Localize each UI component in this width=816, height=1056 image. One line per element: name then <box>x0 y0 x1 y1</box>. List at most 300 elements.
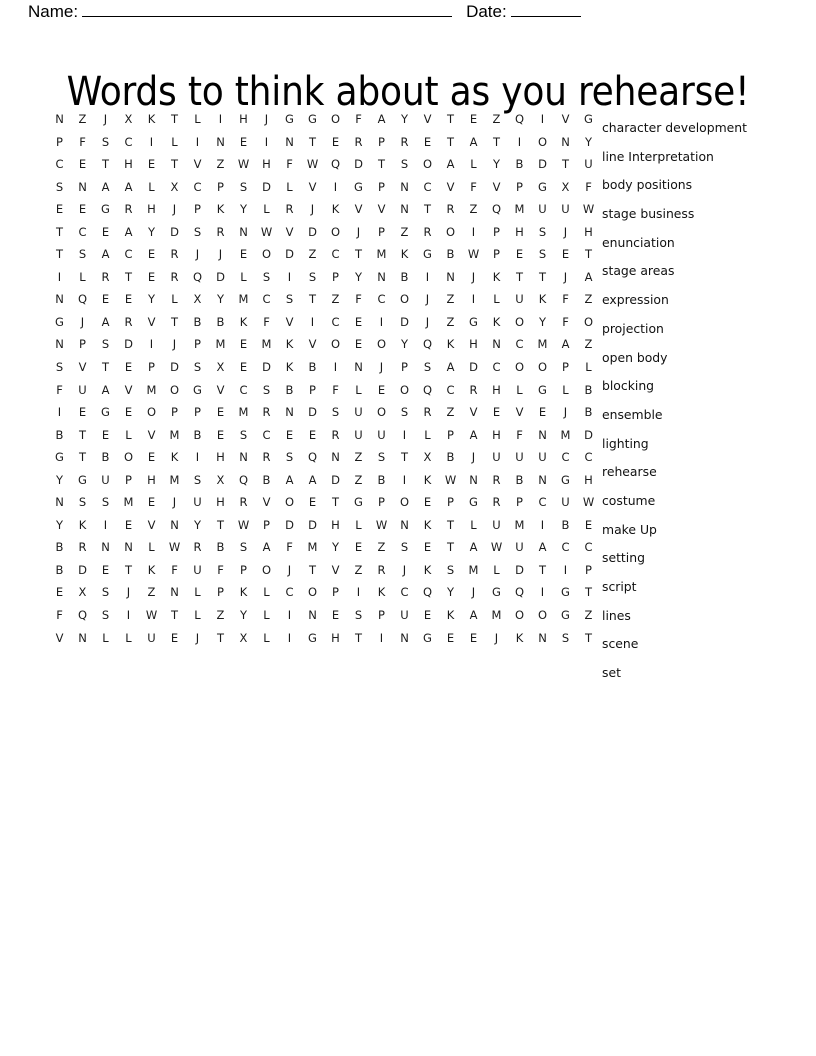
grid-cell[interactable]: R <box>170 269 179 284</box>
grid-cell[interactable]: E <box>147 495 156 510</box>
grid-cell[interactable]: O <box>399 382 410 397</box>
grid-cell[interactable]: R <box>469 382 478 397</box>
grid-cell[interactable]: F <box>263 314 270 329</box>
grid-cell[interactable]: H <box>492 382 501 397</box>
grid-cell[interactable]: K <box>492 314 501 329</box>
grid-cell[interactable]: Z <box>331 292 340 307</box>
grid-cell[interactable]: Y <box>400 337 409 352</box>
grid-cell[interactable]: C <box>423 179 432 194</box>
grid-cell[interactable]: Y <box>446 585 455 600</box>
grid-cell[interactable]: K <box>78 517 87 532</box>
grid-cell[interactable]: L <box>79 269 86 284</box>
grid-cell[interactable]: J <box>126 585 131 600</box>
grid-cell[interactable]: T <box>515 269 524 284</box>
grid-cell[interactable]: S <box>78 495 87 510</box>
grid-cell[interactable]: D <box>331 472 340 487</box>
grid-cell[interactable]: O <box>146 405 157 420</box>
grid-cell[interactable]: A <box>308 472 317 487</box>
grid-cell[interactable]: S <box>239 179 248 194</box>
grid-cell[interactable]: B <box>216 314 225 329</box>
grid-cell[interactable]: E <box>285 427 294 442</box>
grid-cell[interactable]: U <box>538 450 547 465</box>
grid-cell[interactable]: G <box>423 247 432 262</box>
grid-cell[interactable]: M <box>238 405 249 420</box>
grid-cell[interactable]: N <box>331 450 340 465</box>
grid-cell[interactable]: M <box>123 495 134 510</box>
grid-cell[interactable]: L <box>493 562 500 577</box>
grid-cell[interactable]: A <box>469 134 478 149</box>
grid-cell[interactable]: Q <box>422 382 433 397</box>
grid-cell[interactable]: V <box>331 562 340 577</box>
grid-cell[interactable]: P <box>194 202 201 217</box>
grid-cell[interactable]: A <box>561 337 570 352</box>
grid-cell[interactable]: X <box>78 585 87 600</box>
grid-cell[interactable]: B <box>262 472 271 487</box>
grid-cell[interactable]: G <box>55 314 64 329</box>
grid-cell[interactable]: U <box>561 495 570 510</box>
grid-cell[interactable]: O <box>123 450 134 465</box>
grid-cell[interactable]: L <box>171 134 178 149</box>
grid-cell[interactable]: K <box>423 562 432 577</box>
grid-cell[interactable]: I <box>287 630 292 645</box>
grid-cell[interactable]: H <box>584 224 593 239</box>
grid-cell[interactable]: U <box>193 495 202 510</box>
grid-cell[interactable]: G <box>101 405 110 420</box>
grid-cell[interactable]: P <box>447 495 454 510</box>
grid-cell[interactable]: T <box>170 157 179 172</box>
grid-cell[interactable]: A <box>101 382 110 397</box>
grid-cell[interactable]: W <box>237 517 250 532</box>
grid-cell[interactable]: F <box>332 382 339 397</box>
grid-cell[interactable]: G <box>354 179 363 194</box>
grid-cell[interactable]: G <box>538 382 547 397</box>
grid-cell[interactable]: U <box>147 630 156 645</box>
grid-cell[interactable]: Q <box>491 202 502 217</box>
grid-cell[interactable]: U <box>515 292 524 307</box>
grid-cell[interactable]: D <box>354 157 363 172</box>
grid-cell[interactable]: Z <box>216 157 225 172</box>
grid-cell[interactable]: S <box>101 608 110 623</box>
grid-cell[interactable]: J <box>103 112 108 126</box>
grid-cell[interactable]: E <box>78 202 87 217</box>
grid-cell[interactable]: E <box>377 382 386 397</box>
grid-cell[interactable]: E <box>354 540 363 555</box>
grid-cell[interactable]: Q <box>77 292 88 307</box>
grid-cell[interactable]: E <box>101 427 110 442</box>
grid-cell[interactable]: M <box>169 427 180 442</box>
grid-cell[interactable]: P <box>378 179 385 194</box>
grid-cell[interactable]: M <box>560 427 571 442</box>
grid-cell[interactable]: O <box>399 495 410 510</box>
grid-cell[interactable]: H <box>331 630 340 645</box>
grid-cell[interactable]: R <box>285 202 294 217</box>
grid-cell[interactable]: S <box>193 224 202 239</box>
grid-cell[interactable]: J <box>494 630 499 645</box>
grid-cell[interactable]: E <box>101 562 110 577</box>
grid-cell[interactable]: X <box>239 630 248 645</box>
grid-cell[interactable]: T <box>584 585 593 600</box>
grid-cell[interactable]: J <box>471 450 476 465</box>
grid-cell[interactable]: P <box>263 517 270 532</box>
grid-cell[interactable]: F <box>56 608 63 623</box>
grid-cell[interactable]: P <box>447 427 454 442</box>
grid-cell[interactable]: E <box>469 630 478 645</box>
grid-cell[interactable]: E <box>239 247 248 262</box>
grid-cell[interactable]: T <box>308 292 317 307</box>
grid-cell[interactable]: D <box>124 337 133 352</box>
grid-cell[interactable]: Q <box>514 112 525 126</box>
grid-cell[interactable]: I <box>540 517 545 532</box>
grid-cell[interactable]: U <box>584 157 593 172</box>
grid-cell[interactable]: R <box>423 405 432 420</box>
grid-cell[interactable]: Q <box>238 472 249 487</box>
grid-cell[interactable]: X <box>423 450 432 465</box>
grid-cell[interactable]: N <box>239 450 248 465</box>
grid-cell[interactable]: O <box>330 337 341 352</box>
grid-cell[interactable]: B <box>55 540 64 555</box>
grid-cell[interactable]: R <box>170 247 179 262</box>
grid-cell[interactable]: E <box>147 269 156 284</box>
grid-cell[interactable]: V <box>354 202 363 217</box>
grid-cell[interactable]: B <box>584 405 593 420</box>
grid-cell[interactable]: A <box>446 157 455 172</box>
grid-cell[interactable]: H <box>584 472 593 487</box>
grid-cell[interactable]: E <box>216 405 225 420</box>
grid-cell[interactable]: N <box>538 630 547 645</box>
grid-cell[interactable]: E <box>147 157 156 172</box>
grid-cell[interactable]: W <box>582 495 595 510</box>
grid-cell[interactable]: P <box>194 337 201 352</box>
grid-cell[interactable]: B <box>400 269 409 284</box>
grid-cell[interactable]: J <box>172 495 177 510</box>
grid-cell[interactable]: I <box>149 337 154 352</box>
grid-cell[interactable]: L <box>102 630 109 645</box>
grid-cell[interactable]: Y <box>147 292 156 307</box>
grid-cell[interactable]: K <box>400 247 409 262</box>
grid-cell[interactable]: E <box>446 630 455 645</box>
grid-cell[interactable]: N <box>55 292 64 307</box>
grid-cell[interactable]: X <box>124 112 133 126</box>
grid-cell[interactable]: C <box>285 585 294 600</box>
grid-cell[interactable]: O <box>261 562 272 577</box>
grid-cell[interactable]: R <box>216 224 225 239</box>
grid-cell[interactable]: R <box>377 562 386 577</box>
grid-cell[interactable]: T <box>170 314 179 329</box>
grid-cell[interactable]: S <box>239 540 248 555</box>
grid-cell[interactable]: M <box>146 382 157 397</box>
grid-cell[interactable]: Z <box>354 562 363 577</box>
grid-cell[interactable]: N <box>538 472 547 487</box>
grid-cell[interactable]: W <box>168 540 181 555</box>
grid-cell[interactable]: H <box>147 202 156 217</box>
grid-cell[interactable]: H <box>216 450 225 465</box>
grid-cell[interactable]: I <box>517 134 522 149</box>
grid-cell[interactable]: E <box>331 134 340 149</box>
grid-cell[interactable]: M <box>491 608 502 623</box>
grid-cell[interactable]: V <box>216 382 225 397</box>
word-search-grid[interactable] <box>48 108 600 649</box>
grid-cell[interactable]: H <box>147 472 156 487</box>
grid-cell[interactable]: E <box>423 495 432 510</box>
grid-cell[interactable]: P <box>378 495 385 510</box>
grid-cell[interactable]: D <box>515 562 524 577</box>
grid-cell[interactable]: J <box>379 360 384 375</box>
grid-cell[interactable]: L <box>148 179 155 194</box>
grid-cell[interactable]: C <box>262 292 271 307</box>
grid-cell[interactable]: R <box>446 202 455 217</box>
grid-cell[interactable]: W <box>467 247 480 262</box>
grid-cell[interactable]: J <box>402 562 407 577</box>
grid-cell[interactable]: N <box>308 608 317 623</box>
grid-cell[interactable]: H <box>331 517 340 532</box>
grid-cell[interactable]: E <box>55 585 64 600</box>
grid-cell[interactable]: O <box>537 360 548 375</box>
grid-cell[interactable]: V <box>78 360 87 375</box>
grid-cell[interactable]: B <box>446 450 455 465</box>
grid-cell[interactable]: Z <box>354 450 363 465</box>
grid-cell[interactable]: O <box>307 585 318 600</box>
grid-cell[interactable]: P <box>516 495 523 510</box>
grid-cell[interactable]: H <box>469 337 478 352</box>
grid-cell[interactable]: P <box>217 179 224 194</box>
grid-cell[interactable]: Y <box>239 202 248 217</box>
grid-cell[interactable]: Z <box>469 202 478 217</box>
grid-cell[interactable]: G <box>561 585 570 600</box>
grid-cell[interactable]: K <box>147 112 156 126</box>
grid-cell[interactable]: K <box>538 292 547 307</box>
grid-cell[interactable]: E <box>308 427 317 442</box>
grid-cell[interactable]: T <box>584 247 593 262</box>
grid-cell[interactable]: V <box>492 179 501 194</box>
grid-cell[interactable]: P <box>516 179 523 194</box>
grid-cell[interactable]: I <box>563 562 568 577</box>
grid-cell[interactable]: R <box>354 134 363 149</box>
grid-cell[interactable]: S <box>308 269 317 284</box>
grid-cell[interactable]: W <box>375 517 388 532</box>
grid-cell[interactable]: I <box>264 134 269 149</box>
grid-cell[interactable]: I <box>333 360 338 375</box>
grid-cell[interactable]: I <box>540 585 545 600</box>
grid-cell[interactable]: V <box>561 112 570 126</box>
grid-cell[interactable]: G <box>354 495 363 510</box>
grid-cell[interactable]: E <box>354 314 363 329</box>
grid-cell[interactable]: T <box>78 450 87 465</box>
grid-cell[interactable]: N <box>55 112 64 126</box>
grid-cell[interactable]: G <box>193 382 202 397</box>
grid-cell[interactable]: K <box>285 337 294 352</box>
grid-cell[interactable]: A <box>285 472 294 487</box>
grid-cell[interactable]: E <box>101 292 110 307</box>
grid-cell[interactable]: F <box>516 427 523 442</box>
grid-cell[interactable]: N <box>400 630 409 645</box>
grid-cell[interactable]: N <box>78 630 87 645</box>
grid-cell[interactable]: S <box>538 247 547 262</box>
grid-cell[interactable]: S <box>354 608 363 623</box>
grid-cell[interactable]: L <box>263 630 270 645</box>
grid-cell[interactable]: T <box>538 562 547 577</box>
grid-cell[interactable]: P <box>401 360 408 375</box>
grid-cell[interactable]: U <box>561 202 570 217</box>
grid-cell[interactable]: P <box>585 562 592 577</box>
grid-cell[interactable]: N <box>400 179 409 194</box>
grid-cell[interactable]: K <box>446 337 455 352</box>
grid-cell[interactable]: C <box>561 540 570 555</box>
grid-cell[interactable]: G <box>561 608 570 623</box>
grid-cell[interactable]: O <box>399 292 410 307</box>
grid-cell[interactable]: U <box>492 450 501 465</box>
grid-cell[interactable]: T <box>101 157 110 172</box>
grid-cell[interactable]: U <box>515 450 524 465</box>
grid-cell[interactable]: G <box>308 630 317 645</box>
grid-cell[interactable]: T <box>400 450 409 465</box>
grid-cell[interactable]: D <box>170 224 179 239</box>
grid-cell[interactable]: Z <box>400 224 409 239</box>
grid-cell[interactable]: O <box>261 247 272 262</box>
grid-cell[interactable]: G <box>423 630 432 645</box>
grid-cell[interactable]: P <box>171 405 178 420</box>
grid-cell[interactable]: M <box>514 517 525 532</box>
grid-cell[interactable]: T <box>446 112 455 126</box>
grid-cell[interactable]: N <box>170 585 179 600</box>
grid-cell[interactable]: Q <box>192 269 203 284</box>
grid-cell[interactable]: P <box>332 585 339 600</box>
grid-cell[interactable]: I <box>126 608 131 623</box>
grid-cell[interactable]: I <box>103 517 108 532</box>
grid-cell[interactable]: A <box>101 179 110 194</box>
grid-cell[interactable]: N <box>285 134 294 149</box>
grid-cell[interactable]: D <box>78 562 87 577</box>
grid-cell[interactable]: G <box>101 202 110 217</box>
grid-cell[interactable]: N <box>285 405 294 420</box>
grid-cell[interactable]: R <box>124 202 133 217</box>
grid-cell[interactable]: V <box>423 112 432 126</box>
grid-cell[interactable]: G <box>78 472 87 487</box>
grid-cell[interactable]: L <box>516 382 523 397</box>
grid-cell[interactable]: T <box>78 427 87 442</box>
grid-cell[interactable]: R <box>262 450 271 465</box>
grid-cell[interactable]: A <box>101 314 110 329</box>
grid-cell[interactable]: Z <box>216 608 225 623</box>
grid-cell[interactable]: B <box>515 472 524 487</box>
grid-cell[interactable]: M <box>238 292 249 307</box>
grid-cell[interactable]: Z <box>584 292 593 307</box>
grid-cell[interactable]: A <box>584 269 593 284</box>
grid-cell[interactable]: V <box>377 202 386 217</box>
grid-cell[interactable]: V <box>446 179 455 194</box>
grid-cell[interactable]: B <box>193 314 202 329</box>
grid-cell[interactable]: E <box>170 630 179 645</box>
grid-cell[interactable]: E <box>124 405 133 420</box>
grid-cell[interactable]: Y <box>239 608 248 623</box>
grid-cell[interactable]: I <box>356 585 361 600</box>
grid-cell[interactable]: K <box>423 517 432 532</box>
grid-cell[interactable]: N <box>354 360 363 375</box>
grid-cell[interactable]: E <box>308 495 317 510</box>
grid-cell[interactable]: T <box>446 134 455 149</box>
grid-cell[interactable]: E <box>124 360 133 375</box>
grid-cell[interactable]: D <box>262 360 271 375</box>
grid-cell[interactable]: C <box>331 247 340 262</box>
grid-cell[interactable]: Y <box>400 112 409 126</box>
grid-cell[interactable]: B <box>55 427 64 442</box>
grid-cell[interactable]: P <box>309 382 316 397</box>
grid-cell[interactable]: N <box>538 427 547 442</box>
grid-cell[interactable]: S <box>55 360 64 375</box>
grid-cell[interactable]: D <box>400 314 409 329</box>
grid-cell[interactable]: L <box>194 585 201 600</box>
grid-cell[interactable]: J <box>264 112 269 126</box>
grid-cell[interactable]: S <box>101 134 110 149</box>
grid-cell[interactable]: S <box>101 585 110 600</box>
grid-cell[interactable]: L <box>194 112 201 126</box>
grid-cell[interactable]: E <box>239 337 248 352</box>
grid-cell[interactable]: I <box>310 314 315 329</box>
grid-cell[interactable]: W <box>582 202 595 217</box>
grid-cell[interactable]: M <box>514 202 525 217</box>
grid-cell[interactable]: K <box>423 472 432 487</box>
grid-cell[interactable]: E <box>147 247 156 262</box>
grid-cell[interactable]: E <box>101 224 110 239</box>
grid-cell[interactable]: F <box>562 292 569 307</box>
grid-cell[interactable]: F <box>56 382 63 397</box>
grid-cell[interactable]: N <box>124 540 133 555</box>
grid-cell[interactable]: I <box>195 450 200 465</box>
grid-cell[interactable]: U <box>101 472 110 487</box>
grid-cell[interactable]: I <box>471 292 476 307</box>
grid-cell[interactable]: E <box>492 405 501 420</box>
grid-cell[interactable]: U <box>538 202 547 217</box>
grid-cell[interactable]: K <box>331 202 340 217</box>
grid-cell[interactable]: B <box>216 540 225 555</box>
grid-cell[interactable]: F <box>217 562 224 577</box>
grid-cell[interactable]: C <box>584 450 593 465</box>
grid-cell[interactable]: T <box>308 562 317 577</box>
grid-cell[interactable]: J <box>425 292 430 307</box>
grid-cell[interactable]: S <box>239 427 248 442</box>
grid-cell[interactable]: T <box>331 495 340 510</box>
grid-cell[interactable]: I <box>333 179 338 194</box>
grid-cell[interactable]: B <box>285 382 294 397</box>
grid-cell[interactable]: S <box>561 630 570 645</box>
grid-cell[interactable]: U <box>354 427 363 442</box>
grid-cell[interactable]: L <box>171 292 178 307</box>
grid-cell[interactable]: I <box>195 134 200 149</box>
grid-cell[interactable]: E <box>216 427 225 442</box>
grid-cell[interactable]: C <box>193 179 202 194</box>
grid-cell[interactable]: C <box>124 134 133 149</box>
grid-cell[interactable]: S <box>400 405 409 420</box>
grid-cell[interactable]: Q <box>307 450 318 465</box>
grid-cell[interactable]: N <box>561 134 570 149</box>
grid-cell[interactable]: G <box>538 179 547 194</box>
grid-cell[interactable]: N <box>101 540 110 555</box>
grid-cell[interactable]: L <box>240 269 247 284</box>
grid-cell[interactable]: B <box>584 382 593 397</box>
grid-cell[interactable]: B <box>446 247 455 262</box>
grid-cell[interactable]: C <box>55 157 64 172</box>
grid-cell[interactable]: J <box>172 202 177 217</box>
grid-cell[interactable]: J <box>471 585 476 600</box>
grid-cell[interactable]: M <box>468 562 479 577</box>
grid-cell[interactable]: D <box>262 179 271 194</box>
grid-cell[interactable]: E <box>423 540 432 555</box>
grid-cell[interactable]: F <box>286 157 293 172</box>
grid-cell[interactable]: Y <box>193 517 202 532</box>
grid-cell[interactable]: K <box>216 202 225 217</box>
grid-cell[interactable]: B <box>55 562 64 577</box>
grid-cell[interactable]: X <box>193 292 202 307</box>
grid-cell[interactable]: L <box>148 540 155 555</box>
